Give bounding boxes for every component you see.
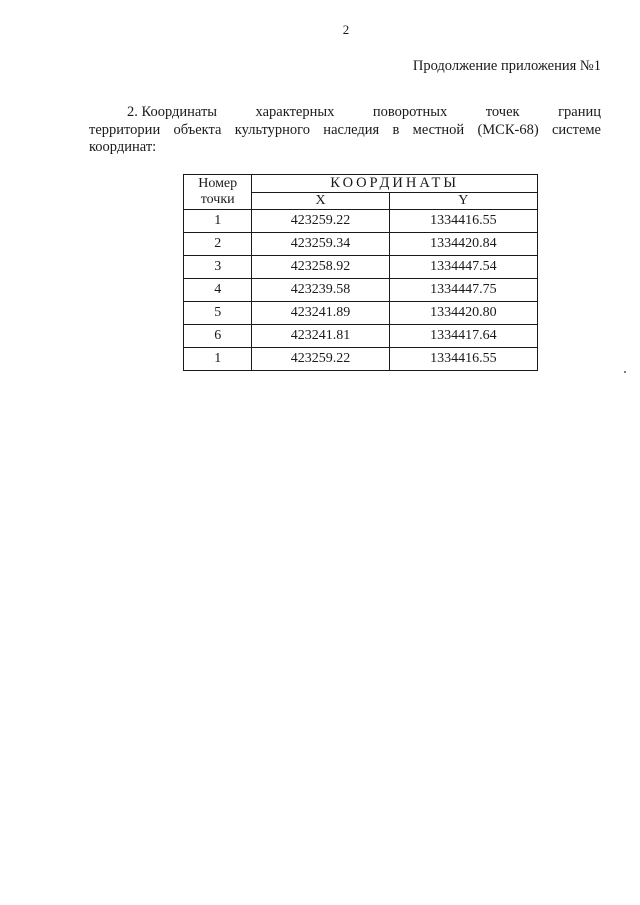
paragraph-word: границ — [558, 104, 601, 120]
x-cell: 423259.22 — [252, 210, 389, 233]
x-cell: 423258.92 — [252, 256, 389, 279]
paragraph-first-line — [89, 104, 601, 122]
x-cell: 423241.81 — [252, 325, 389, 348]
x-cell: 423241.89 — [252, 302, 389, 325]
x-cell: 423259.34 — [252, 233, 389, 256]
table-row — [184, 325, 538, 348]
y-cell: 1334416.55 — [389, 348, 537, 371]
y-cell: 1334447.75 — [389, 279, 537, 302]
paragraph-word: характерных — [255, 104, 335, 120]
point-number-cell: 4 — [184, 279, 252, 302]
point-number-cell: 2 — [184, 233, 252, 256]
table-row — [184, 210, 538, 233]
point-number-cell: 1 — [184, 210, 252, 233]
y-cell: 1334420.84 — [389, 233, 537, 256]
y-cell: 1334447.54 — [389, 256, 537, 279]
scan-speck — [624, 371, 626, 373]
table-row — [184, 279, 538, 302]
x-cell: 423239.58 — [252, 279, 389, 302]
paragraph-word: поворотных — [372, 104, 448, 120]
paragraph-continuation: территории объекта культурного наследия в местной (МСК-68) системе координат: — [89, 121, 601, 155]
point-number-cell: 1 — [184, 348, 252, 371]
page-number: 2 — [342, 22, 350, 37]
y-cell: 1334417.64 — [389, 325, 537, 348]
table-row — [184, 348, 538, 371]
paragraph-word: точек — [485, 104, 520, 120]
table-row — [184, 233, 538, 256]
header-y: Y — [389, 192, 537, 210]
header-point-number: Номер точки — [184, 175, 252, 210]
y-cell: 1334416.55 — [389, 210, 537, 233]
paragraph-word: 2. Координаты — [127, 104, 218, 120]
y-cell: 1334420.80 — [389, 302, 537, 325]
table-body — [184, 210, 538, 371]
header-coordinates: КООРДИНАТЫ — [252, 175, 538, 193]
point-number-cell: 6 — [184, 325, 252, 348]
x-cell: 423259.22 — [252, 348, 389, 371]
coordinates-table — [183, 174, 538, 371]
point-number-cell: 5 — [184, 302, 252, 325]
point-number-cell: 3 — [184, 256, 252, 279]
continuation-title: Продолжение приложения №1 — [412, 58, 601, 74]
table-row — [184, 256, 538, 279]
table-row — [184, 302, 538, 325]
header-x: X — [252, 192, 389, 210]
section-paragraph — [89, 104, 601, 157]
